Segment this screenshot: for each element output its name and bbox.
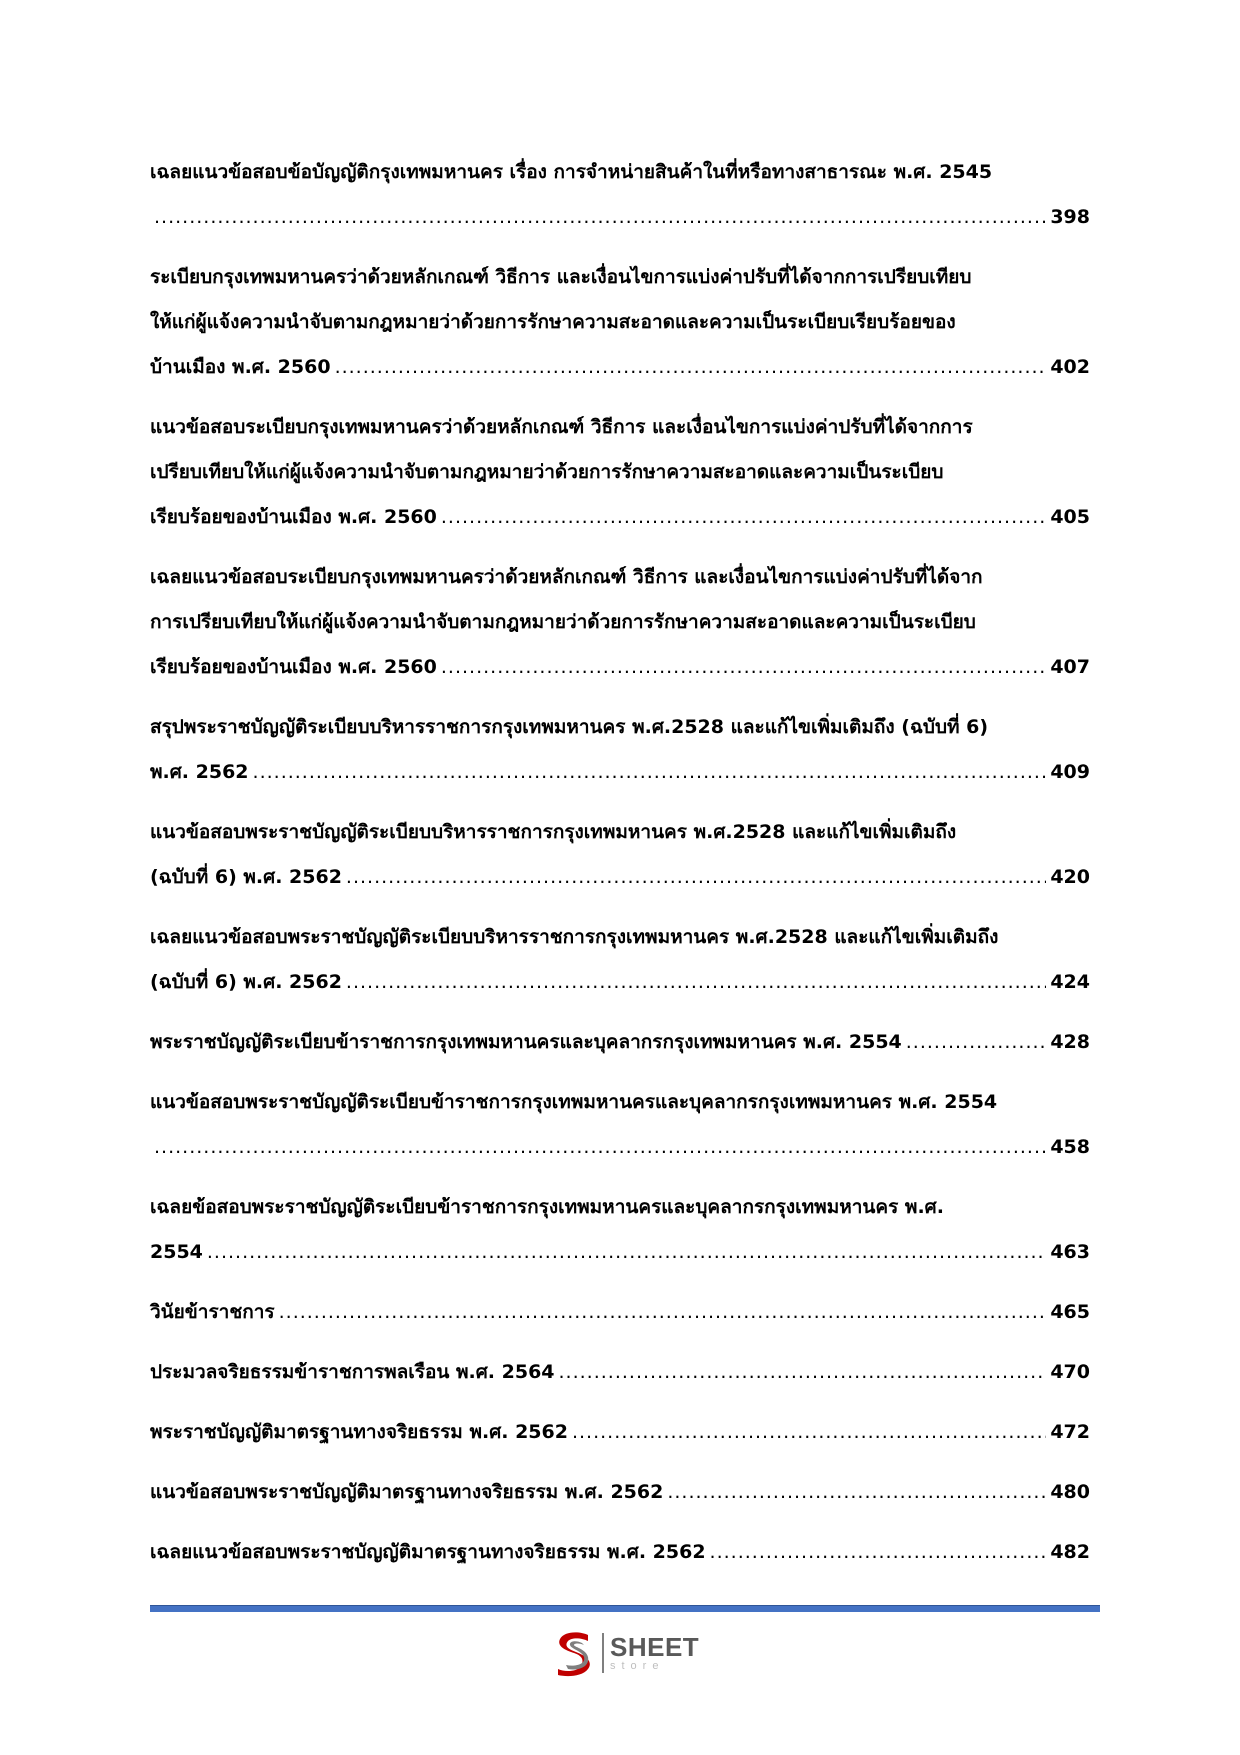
- toc-entry-title-tail: พ.ศ. 2562: [150, 761, 249, 783]
- toc-entry[interactable]: [150, 150, 1090, 240]
- dot-leader: [346, 855, 1046, 900]
- toc-entry[interactable]: [150, 705, 1090, 795]
- toc-entry[interactable]: [150, 555, 1090, 690]
- toc-entry-leader-line: [150, 855, 1090, 900]
- toc-entry-title-line: แนวข้อสอบพระราชบัญญัติระเบียบบริหารราชการกรุงเทพมหานคร พ.ศ.2528 และแก้ไขเพิ่มเติมถึง: [150, 821, 957, 843]
- toc-page-number: 465: [1050, 1301, 1090, 1323]
- sheet-store-s-logo-icon: [552, 1629, 596, 1677]
- toc-entry[interactable]: [150, 1020, 1090, 1065]
- sheet-store-logo: [552, 1628, 699, 1678]
- toc-entry[interactable]: [150, 1185, 1090, 1275]
- toc-entry-leader-line: [150, 960, 1090, 1005]
- toc-entry[interactable]: [150, 810, 1090, 900]
- toc-page-number: 482: [1050, 1541, 1090, 1563]
- toc-entry-title-line: แนวข้อสอบระเบียบกรุงเทพมหานครว่าด้วยหลักเกณฑ์ วิธีการ และเงื่อนไขการแบ่งค่าปรับที่ได้จากการ: [150, 416, 973, 438]
- toc-entry-leader-line: [150, 495, 1090, 540]
- toc-entry-title-tail: บ้านเมือง พ.ศ. 2560: [150, 356, 331, 378]
- dot-leader: [667, 1470, 1046, 1515]
- toc-entry-title-line: เฉลยข้อสอบพระราชบัญญัติระเบียบข้าราชการกรุงเทพมหานครและบุคลากรกรุงเทพมหานคร พ.ศ.: [150, 1196, 944, 1218]
- toc-entry-title-line: เฉลยแนวข้อสอบพระราชบัญญัติระเบียบบริหารราชการกรุงเทพมหานคร พ.ศ.2528 และแก้ไขเพิ่มเติมถึง: [150, 926, 999, 948]
- toc-entry-leader-line: [150, 645, 1090, 690]
- dot-leader: [154, 195, 1046, 240]
- toc-entry-leader-line: [150, 1230, 1090, 1275]
- logo-separator: [602, 1633, 604, 1673]
- toc-entry[interactable]: [150, 1530, 1090, 1575]
- logo-wordmark: [610, 1634, 699, 1672]
- toc-page-number: 405: [1050, 506, 1090, 528]
- toc-entry[interactable]: [150, 255, 1090, 390]
- toc-entry-title-tail: วินัยข้าราชการ: [150, 1301, 275, 1323]
- toc-entry[interactable]: [150, 1470, 1090, 1515]
- toc-entry-leader-line: [150, 1530, 1090, 1575]
- toc-page-number: 428: [1050, 1031, 1090, 1053]
- toc-entry-title-line: เปรียบเทียบให้แก่ผู้แจ้งความนำจับตามกฎหมายว่าด้วยการรักษาความสะอาดและความเป็นระเบียบ: [150, 461, 944, 483]
- toc-entry[interactable]: [150, 915, 1090, 1005]
- toc-entry-leader-line: [150, 750, 1090, 795]
- table-of-contents: [150, 150, 1090, 1590]
- dot-leader: [207, 1230, 1046, 1275]
- toc-entry-title-tail: พระราชบัญญัติมาตรฐานทางจริยธรรม พ.ศ. 2562: [150, 1421, 568, 1443]
- footer-divider: [150, 1605, 1100, 1612]
- toc-entry[interactable]: [150, 405, 1090, 540]
- toc-page-number: 402: [1050, 356, 1090, 378]
- toc-entry-title-line: เฉลยแนวข้อสอบระเบียบกรุงเทพมหานครว่าด้วยหลักเกณฑ์ วิธีการ และเงื่อนไขการแบ่งค่าปรับที่ได้จาก: [150, 566, 983, 588]
- toc-page-number: 398: [1050, 206, 1090, 228]
- toc-entry[interactable]: [150, 1080, 1090, 1170]
- dot-leader: [572, 1410, 1046, 1455]
- toc-page-number: 424: [1050, 971, 1090, 993]
- toc-entry-leader-line: [150, 1125, 1090, 1170]
- toc-entry-title-tail: 2554: [150, 1241, 203, 1263]
- logo-subword: store: [610, 1660, 665, 1672]
- toc-entry-title-tail: พระราชบัญญัติระเบียบข้าราชการกรุงเทพมหานครและบุคลากรกรุงเทพมหานคร พ.ศ. 2554: [150, 1031, 902, 1053]
- toc-entry-title-tail: เฉลยแนวข้อสอบพระราชบัญญัติมาตรฐานทางจริยธรรม พ.ศ. 2562: [150, 1541, 706, 1563]
- dot-leader: [154, 1125, 1046, 1170]
- toc-entry-title-line: การเปรียบเทียบให้แก่ผู้แจ้งความนำจับตามกฎหมายว่าด้วยการรักษาความสะอาดและความเป็นระเบียบ: [150, 611, 976, 633]
- dot-leader: [441, 495, 1046, 540]
- toc-entry-leader-line: [150, 195, 1090, 240]
- toc-page-number: 480: [1050, 1481, 1090, 1503]
- toc-entry-leader-line: [150, 1350, 1090, 1395]
- toc-entry-title-tail: แนวข้อสอบพระราชบัญญัติมาตรฐานทางจริยธรรม พ.ศ. 2562: [150, 1481, 664, 1503]
- dot-leader: [335, 345, 1047, 390]
- toc-entry-leader-line: [150, 1020, 1090, 1065]
- toc-page-number: 407: [1050, 656, 1090, 678]
- toc-entry-leader-line: [150, 345, 1090, 390]
- toc-page-number: 463: [1050, 1241, 1090, 1263]
- toc-entry-title-tail: (ฉบับที่ 6) พ.ศ. 2562: [150, 866, 342, 888]
- dot-leader: [906, 1020, 1047, 1065]
- dot-leader: [253, 750, 1047, 795]
- toc-entry-title-line: สรุปพระราชบัญญัติระเบียบบริหารราชการกรุงเทพมหานคร พ.ศ.2528 และแก้ไขเพิ่มเติมถึง (ฉบับที่ 6): [150, 716, 989, 738]
- toc-page-number: 409: [1050, 761, 1090, 783]
- toc-entry-leader-line: [150, 1410, 1090, 1455]
- toc-entry[interactable]: [150, 1350, 1090, 1395]
- toc-page-number: 458: [1050, 1136, 1090, 1158]
- logo-word: SHEET: [610, 1632, 700, 1662]
- toc-entry[interactable]: [150, 1290, 1090, 1335]
- toc-entry-title-tail: (ฉบับที่ 6) พ.ศ. 2562: [150, 971, 342, 993]
- toc-entry-leader-line: [150, 1290, 1090, 1335]
- toc-page-number: 420: [1050, 866, 1090, 888]
- toc-entry-title-tail: เรียบร้อยของบ้านเมือง พ.ศ. 2560: [150, 656, 437, 678]
- toc-entry-title-line: ระเบียบกรุงเทพมหานครว่าด้วยหลักเกณฑ์ วิธีการ และเงื่อนไขการแบ่งค่าปรับที่ได้จากการเปรียบเทียบ: [150, 266, 972, 288]
- toc-entry-leader-line: [150, 1470, 1090, 1515]
- toc-entry-title-tail: เรียบร้อยของบ้านเมือง พ.ศ. 2560: [150, 506, 437, 528]
- dot-leader: [710, 1530, 1047, 1575]
- dot-leader: [279, 1290, 1047, 1335]
- toc-entry-title-line: เฉลยแนวข้อสอบข้อบัญญัติกรุงเทพมหานคร เรื่อง การจำหน่ายสินค้าในที่หรือทางสาธารณะ พ.ศ. 2545: [150, 161, 993, 183]
- toc-entry-title-tail: ประมวลจริยธรรมข้าราชการพลเรือน พ.ศ. 2564: [150, 1361, 555, 1383]
- toc-entry[interactable]: [150, 1410, 1090, 1455]
- dot-leader: [559, 1350, 1047, 1395]
- dot-leader: [346, 960, 1046, 1005]
- toc-entry-title-line: ให้แก่ผู้แจ้งความนำจับตามกฎหมายว่าด้วยการรักษาความสะอาดและความเป็นระเบียบเรียบร้อยของ: [150, 311, 956, 333]
- toc-entry-title-line: แนวข้อสอบพระราชบัญญัติระเบียบข้าราชการกรุงเทพมหานครและบุคลากรกรุงเทพมหานคร พ.ศ. 2554: [150, 1091, 998, 1113]
- toc-page-number: 470: [1050, 1361, 1090, 1383]
- dot-leader: [441, 645, 1046, 690]
- toc-page-number: 472: [1050, 1421, 1090, 1443]
